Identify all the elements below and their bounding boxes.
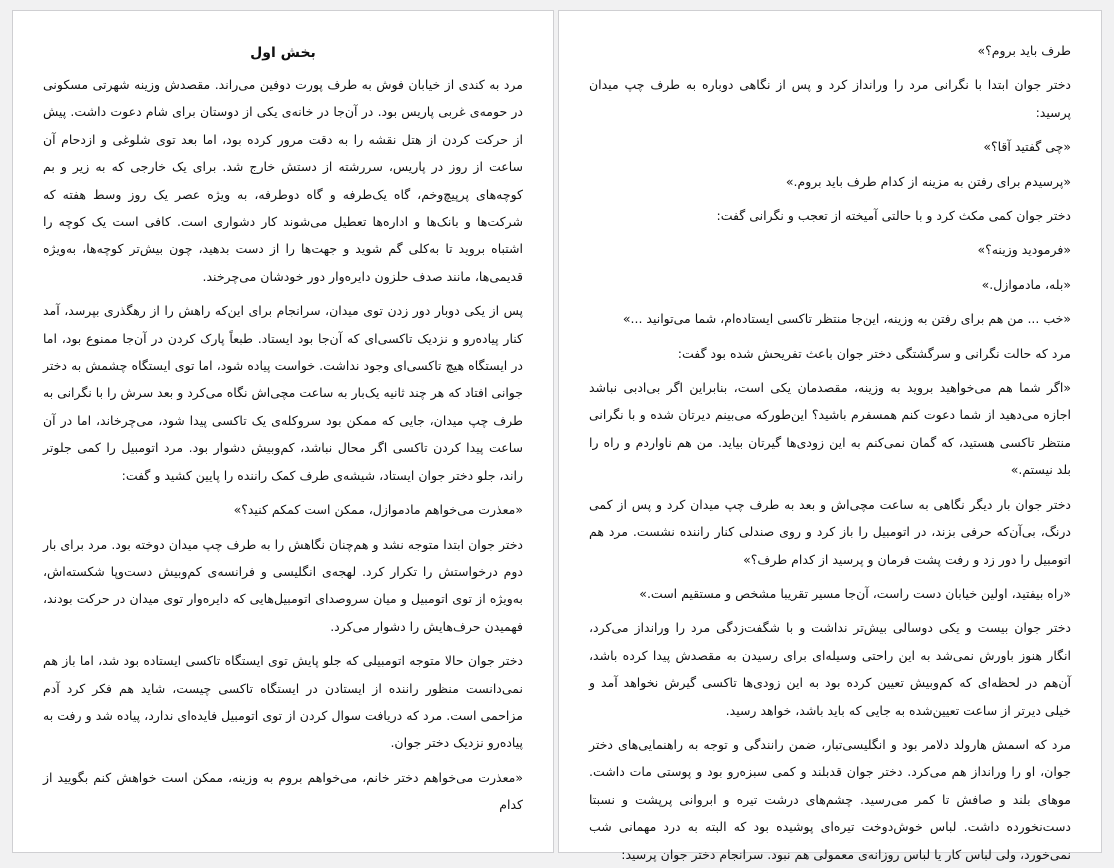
paragraph: دختر جوان کمی مکث کرد و با حالتی آمیخته از تعجب و نگرانی گفت: [716,208,1071,224]
paragraph: دختر جوان بیست و یکی دوسالی بیش‌تر نداشت و با شگفت‌زدگی مرد را ورانداز می‌کرد، انگار هنوز باورش نمی‌شد به این راحتی وسیله‌ای برای رسیدن به مقصدش پیدا کرده باشد، آن‌هم در لحظه‌ای که کم‌وبیش تعیین کرده بود به این زودی‌ها تاکسی گیرش نخواهد آمد و خیلی دیرتر از ساعت تعیین‌شده به جایی که باید باشد، خواهد رسید. [589,620,1071,718]
right-page [558,10,1102,862]
paragraph: «چی گفتید آقا؟» [983,139,1071,155]
chapter-title: بخش اول [250,45,316,61]
paragraph: «معذرت می‌خواهم مادموازل، ممکن است کمکم کنید؟» [233,502,523,518]
paragraph: «پرسیدم برای رفتن به مزینه از کدام طرف باید بروم.» [785,173,1071,189]
paragraph: «خب ... من هم برای رفتن به وزینه، این‌جا منتظر تاکسی ایستاده‌ام، شما می‌توانید ...» [622,311,1071,327]
paragraph: دختر جوان بار دیگر نگاهی به ساعت مچی‌اش و بعد به طرف چپ میدان کرد و پس از کمی درنگ، بی‌آن‌که حرفی بزند، در اتومبیل را باز کرد و روی صندلی کنار راننده نشست. مرد هم اتومبیل را دور زد و رفت پشت فرمان و پرسید از کدام طرف؟» [589,496,1071,567]
paragraph: «فرمودید وزینه؟» [977,242,1071,258]
paragraph: مرد که حالت نگرانی و سرگشتگی دختر جوان باعث تفریحش شده بود گفت: [677,345,1071,361]
paragraph: دختر جوان حالا متوجه اتومبیلی که جلو پایش توی ایستگاه تاکسی ایستاده بود شد، اما باز هم نمی‌دانست منظور راننده از ایستادن در ایستگاه تاکسی چیست، شاید هم فکر کرد آدم مزاحمی است. مرد که دریافت سوال کردن از توی اتومبیل فایده‌ای ندارد، پیاده شد و رفت به پیاده‌رو نزدیک دختر جوان. [43,653,523,751]
paragraph: دختر جوان ابتدا متوجه نشد و هم‌چنان نگاهش را به طرف چپ میدان دوخته بود. مرد برای بار دوم درخواستش را تکرار کرد. لهجه‌ی انگلیسی و فرانسه‌ی کم‌وبیش دست‌وپا شکسته‌اش، به‌ویژه از توی اتومبیل و میان سروصدای اتومبیل‌هایی که دایره‌وار توی میدان در حرکت بودند، فهمیدن حرف‌هایش را دشوار می‌کرد. [43,536,523,634]
paragraph: پس از یکی دوبار دور زدن توی میدان، سرانجام برای این‌که راهش را از رهگذری بپرسد، آمد کنار پیاده‌رو و نزدیک تاکسی‌ای که آن‌جا بود ایستاد. طبعاً پارک کردن در آن‌جا ممنوع بود، اما در ایستگاه هیچ تاکسی‌ای وجود نداشت. خواست پیاده شود، اما توی ایستگاه چشمش به دختر جوانی افتاد که هر چند ثانیه یک‌بار به ساعت مچی‌اش نگاه می‌کرد و بعد سرش را با نگرانی به طرف چپ میدان، جایی که ممکن بود سروکله‌ی یک تاکسی پیدا شود، می‌چرخاند، اما در آن ساعت پیدا کردن تاکسی اگر محال نباشد، کم‌وبیش دشوار بود. مرد اتومبیل را کمی جلوتر راند، جلو دختر جوان ایستاد، شیشه‌ی طرف کمک راننده را پایین کشید و گفت: [43,303,523,483]
paragraph: «راه بیفتید، اولین خیابان دست راست، آن‌جا مسیر تقریبا مشخص و مستقیم است.» [639,585,1071,601]
paragraph: طرف باید بروم؟» [977,43,1071,58]
paragraph: «اگر شما هم می‌خواهید بروید به وزینه، مقصدمان یکی است، بنابراین اگر بی‌ادبی نباشد اجازه می‌دهید از شما دعوت کنم همسفرم باشید؟ این‌طورکه می‌بینم دیرتان شده و با نگرانی منتظر تاکسی هستید، که گمان نمی‌کنم به این زودی‌ها گیرتان بیاید. من هم ناواردم و راه را بلد نیستم.» [589,380,1071,478]
paragraph: مرد که اسمش هارولد دلامر بود و انگلیسی‌تبار، ضمن رانندگی و توجه به راهنمایی‌های دختر جوان، او را ورانداز هم می‌کرد. دختر جوان قدبلند و کمی سبزه‌رو بود و پوستی مات داشت. موهای بلند و صافش تا کمر می‌رسید. چشم‌های درشت تیره و ابروانی پرپشت و نسبتا دست‌نخورده داشت. لباس خوش‌دوخت تیره‌ای پوشیده بود که البته به درد مهمانی شب نمی‌خورد، ولی لباس کار یا لباس روزانه‌ی معمولی هم نبود. سرانجام دختر جوان پرسید: [589,736,1071,862]
paragraph: «بله، مادموازل.» [981,276,1071,292]
paragraph: مرد به کندی از خیابان فوش به طرف پورت دوفین می‌راند. مقصدش وزینه شهرتی مسکونی در حومه‌ی غربی پاریس بود. در آن‌جا در خانه‌ی یکی از دوستان برای شام دعوت داشت. پیش از حرکت کردن از هتل نقشه را به دقت مرور کرده بود، اما بعد توی شلوغی و ازدحام آن ساعت از روز در پاریس، سررشته از دستش خارج شد. برای یک خارجی که به زیر و بم کوچه‌های پرپیچ‌وخم، گاه یک‌طرفه و گاه دوطرفه، به ویژه عصر یک روز وسط هفته که شرکت‌ها و بانک‌ها و اداره‌ها تعطیل می‌شوند کار دشواری است. کافی است یک کوچه را اشتباه بروید تا به‌کلی گم شوید و جهت‌ها را از دست بدهید، چون بیش‌تر کوچه‌ها، به‌ویژه قدیمی‌ها، مانند صدف حلزون دایره‌وار دور خودشان می‌چرخند. [43,77,523,284]
left-page [12,10,554,853]
paragraph: دختر جوان ابتدا با نگرانی مرد را ورانداز کرد و پس از نگاهی دوباره به طرف چپ میدان پرسید: [589,77,1071,120]
paragraph: «معذرت می‌خواهم دختر خانم، می‌خواهم بروم به وزینه، ممکن است خواهش کنم بگویید از کدام [43,769,523,813]
